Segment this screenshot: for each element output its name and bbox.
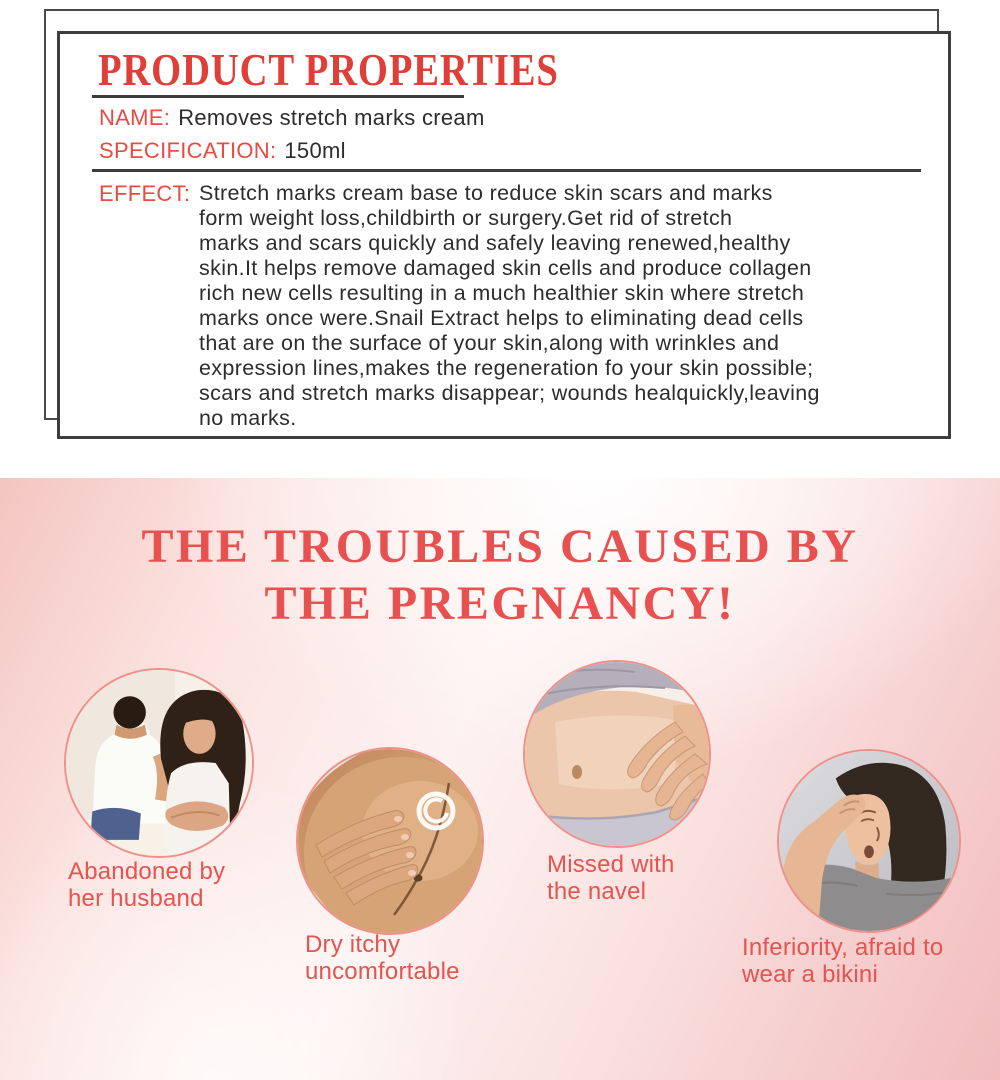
- product-properties-title: PRODUCT PROPERTIES: [98, 44, 559, 95]
- troubles-title-line1: THE TROUBLES CAUSED BY: [141, 520, 859, 573]
- trouble-photo-cream-on-belly: [296, 747, 484, 935]
- effect-line: marks once were.Snail Extract helps to eliminating dead cells: [199, 306, 804, 330]
- belly-cream-illustration: [298, 749, 482, 933]
- trouble-caption-inferiority: [742, 934, 943, 988]
- effect-line: expression lines,makes the regeneration fo your skin possible;: [199, 356, 814, 380]
- caption-line: her husband: [68, 885, 204, 912]
- effect-line: rich new cells resulting in a much healthier skin where stretch: [199, 281, 805, 305]
- name-value: Removes stretch marks cream: [178, 105, 485, 130]
- specification-value: 150ml: [284, 138, 346, 163]
- section-divider: [92, 169, 921, 172]
- troubles-title-line2: THE PREGNANCY!: [264, 577, 736, 630]
- waist-illustration: [525, 662, 709, 846]
- effect-line: no marks.: [199, 406, 297, 430]
- caption-line: Missed with: [547, 851, 675, 878]
- name-row: [99, 105, 485, 131]
- caption-line: Inferiority, afraid to: [742, 934, 944, 961]
- name-label: NAME:: [99, 105, 171, 130]
- caption-line: Abandoned by: [68, 858, 226, 885]
- caption-line: wear a bikini: [742, 961, 878, 988]
- effect-line: marks and scars quickly and safely leaving renewed,healthy: [199, 231, 791, 255]
- trouble-photo-stressed-woman: [777, 749, 961, 933]
- effect-text: [199, 181, 929, 431]
- trouble-caption-abandoned: [68, 858, 225, 912]
- specification-row: [99, 138, 346, 164]
- trouble-caption-navel: [547, 851, 675, 905]
- couple-illustration: [66, 670, 252, 856]
- caption-line: the navel: [547, 878, 647, 905]
- trouble-photo-waist: [523, 660, 711, 848]
- troubles-section: [0, 478, 1000, 1080]
- effect-line: form weight loss,childbirth or surgery.Get rid of stretch: [199, 206, 733, 230]
- stressed-woman-illustration: [779, 751, 959, 931]
- effect-line: scars and stretch marks disappear; wounds healquickly,leaving: [199, 381, 820, 405]
- title-underline: [92, 95, 464, 98]
- effect-label: EFFECT:: [99, 181, 191, 206]
- effect-line: that are on the surface of your skin,along with wrinkles and: [199, 331, 780, 355]
- specification-label: SPECIFICATION:: [99, 138, 277, 163]
- trouble-photo-couple-turned-away: [64, 668, 254, 858]
- trouble-caption-dry-itchy: [305, 931, 460, 985]
- effect-line: skin.It helps remove damaged skin cells and produce collagen: [199, 256, 812, 280]
- caption-line: Dry itchy: [305, 931, 401, 958]
- effect-line: Stretch marks cream base to reduce skin scars and marks: [199, 181, 773, 205]
- caption-line: uncomfortable: [305, 958, 460, 985]
